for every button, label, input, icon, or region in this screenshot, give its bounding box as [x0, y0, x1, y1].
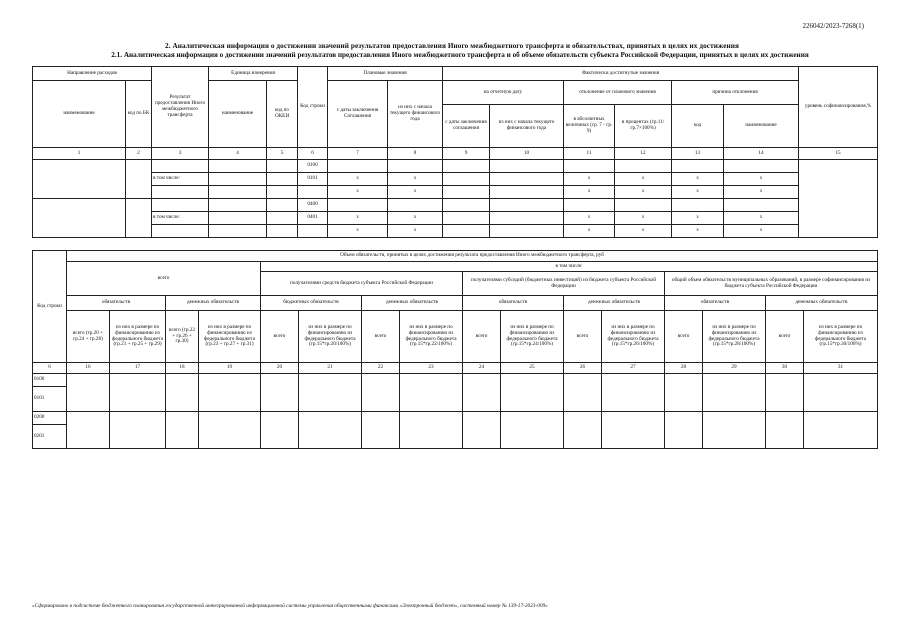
cell: x: [724, 212, 799, 225]
h-unit: Единица измерения: [209, 67, 298, 81]
cell: [463, 374, 501, 412]
col-num: 30: [766, 363, 804, 374]
h-c26: всего: [564, 311, 602, 363]
cell: [209, 173, 267, 186]
h-c29: из них в размере по финансированию из федерального бюджета (гр.15*гр.28/100%): [703, 311, 766, 363]
h-c28: всего: [665, 311, 703, 363]
cell: x: [615, 186, 672, 199]
cell: [261, 374, 299, 412]
col-num: 15: [799, 148, 878, 160]
row-label: [152, 186, 209, 199]
h-monetary4: денежных обязательств: [766, 296, 878, 311]
col-num: 16: [67, 363, 110, 374]
document-id: 226042/2023-7268(1): [802, 22, 864, 30]
cell: [615, 160, 672, 173]
col-num: 21: [299, 363, 362, 374]
cell: [400, 374, 463, 412]
cell: [672, 160, 724, 173]
h-fact: Фактически достигнутые значения: [443, 67, 799, 81]
cell: [209, 186, 267, 199]
cell: [126, 160, 152, 199]
col-num: 3: [152, 148, 209, 160]
col-num: 19: [199, 363, 261, 374]
cell: x: [672, 186, 724, 199]
cell: [199, 374, 261, 412]
cell: [724, 199, 799, 212]
cell: [261, 412, 299, 449]
cell: [110, 374, 166, 412]
row-code: 0101: [298, 173, 328, 186]
cell: [388, 199, 443, 212]
cell: [799, 160, 878, 238]
col-num: 31: [804, 363, 878, 374]
obligations-table: [32, 250, 878, 449]
col-num: 10: [490, 148, 564, 160]
cell: [67, 374, 110, 412]
table-row: [33, 412, 878, 425]
col-num: 4: [209, 148, 267, 160]
cell: [443, 199, 490, 212]
cell: [267, 173, 298, 186]
cell: [703, 374, 766, 412]
col-num: 29: [703, 363, 766, 374]
row-label: [152, 160, 209, 173]
col-num: 6: [33, 363, 67, 374]
h-kod-bk: код по БК: [126, 81, 152, 148]
h-level: уровень софинансирования,%: [799, 67, 878, 148]
cell: [501, 374, 564, 412]
column-numbers-row: [33, 363, 878, 374]
h-report: на отчетную дату: [443, 81, 564, 105]
col-num: 12: [615, 148, 672, 160]
cell: [501, 412, 564, 449]
h-monetary2: денежных обязательств: [362, 296, 463, 311]
cell: [564, 160, 615, 173]
row-label: в том числе:: [152, 212, 209, 225]
row-code: 0200: [33, 412, 67, 425]
h-c31: из них в размере по финансированию из федерального бюджета (гр.15*гр.30/100%): [804, 311, 878, 363]
h-c21: из них в размере по финансированию из федерального бюджета (гр.15*гр.20/100%): [299, 311, 362, 363]
h-reasons: причина отклонения: [672, 81, 799, 105]
row-code: [298, 225, 328, 238]
cell: x: [388, 186, 443, 199]
cell: [804, 374, 878, 412]
row-code: 0400: [298, 199, 328, 212]
column-numbers-row: [33, 148, 878, 160]
cell: x: [564, 212, 615, 225]
cell: [33, 199, 126, 238]
col-num: 14: [724, 148, 799, 160]
cell: [463, 412, 501, 449]
h-result: Результат предоставления Иного межбюджетного трансферта: [152, 67, 209, 148]
row-label: в том числе:: [152, 173, 209, 186]
subsection-title: 2.1. Аналитическая информация о достижении значений результатов предоставления Иного межбюджетного трансферта и об объеме обязательств субъекта Российской Федерации, принятых в целях их достижения: [111, 51, 809, 59]
cell: [209, 212, 267, 225]
h-abs: в абсолютных величинах (гр. 7 - гр. 9): [564, 105, 615, 148]
cell: x: [615, 212, 672, 225]
h-c27: из них в размере по финансированию из федерального бюджета (гр.15*гр.26/100%): [602, 311, 665, 363]
h-reason-name: наименование: [724, 105, 799, 148]
h-incl: в том числе:: [261, 262, 878, 272]
cell: [199, 412, 261, 449]
h-obligations2: обязательств: [463, 296, 564, 311]
row-code: [298, 186, 328, 199]
h-okei: код по ОКЕИ: [267, 81, 298, 148]
col-num: 25: [501, 363, 564, 374]
cell: [209, 160, 267, 173]
cell: [33, 160, 126, 199]
cell: [490, 173, 564, 186]
table-row: [33, 173, 878, 186]
h-budget-obl: бюджетных обязательств: [261, 296, 362, 311]
cell: [665, 374, 703, 412]
cell: [665, 412, 703, 449]
cell: [564, 412, 602, 449]
cell: [166, 412, 199, 449]
h-monetary3: денежных обязательств: [564, 296, 665, 311]
cell: [766, 374, 804, 412]
cell: [602, 412, 665, 449]
col-num: 17: [110, 363, 166, 374]
col-num: 7: [328, 148, 388, 160]
cell: [388, 160, 443, 173]
h-code: код: [672, 105, 724, 148]
h-municipal: общий объем обязательств муниципальных образований, в размере софинансирования из бюджета субъекта Российской Федерации: [665, 272, 878, 296]
row-label: [152, 225, 209, 238]
cell: [443, 160, 490, 173]
cell: x: [724, 186, 799, 199]
cell: [490, 186, 564, 199]
h-c24: всего: [463, 311, 501, 363]
h-direction: Направление расходов: [33, 67, 152, 81]
cell: [209, 225, 267, 238]
col-num: 6: [298, 148, 328, 160]
section-title: 2. Аналитическая информация о достижении значений результатов предоставления Иного межбюджетного трансферта и обязательствах, принятых в целях их достижения: [165, 42, 739, 50]
cell: [443, 212, 490, 225]
cell: x: [672, 212, 724, 225]
h-volume: Объем обязательств, принятых в целях достижения результата предоставления Иного межбюджетного трансферта, руб: [67, 251, 878, 262]
cell: x: [672, 225, 724, 238]
col-num: 5: [267, 148, 298, 160]
cell: [362, 374, 400, 412]
h-code-row: Код строки: [33, 251, 67, 363]
cell: [110, 412, 166, 449]
cell: x: [724, 173, 799, 186]
row-label: [152, 199, 209, 212]
cell: [443, 186, 490, 199]
col-num: 26: [564, 363, 602, 374]
h-plan: Плановые значения: [328, 67, 443, 81]
cell: x: [615, 173, 672, 186]
h-c20: всего: [261, 311, 299, 363]
h-plan-date: с даты заключения Соглашения: [328, 81, 388, 148]
cell: [328, 160, 388, 173]
cell: [615, 199, 672, 212]
h-c23: из них в размере по финансированию из федерального бюджета (гр.15*гр.22/100%): [400, 311, 463, 363]
h-c16: всего (гр.20 + гр.24 + гр.28): [67, 311, 110, 363]
table-row: [33, 225, 878, 238]
cell: [267, 160, 298, 173]
cell: [703, 412, 766, 449]
col-num: 13: [672, 148, 724, 160]
cell: [299, 374, 362, 412]
col-num: 28: [665, 363, 703, 374]
h-deviation: отклонение от планового значения: [564, 81, 672, 105]
cell: [267, 225, 298, 238]
col-num: 22: [362, 363, 400, 374]
cell: [299, 412, 362, 449]
cell: x: [328, 186, 388, 199]
cell: [328, 199, 388, 212]
cell: [490, 199, 564, 212]
cell: [490, 212, 564, 225]
cell: x: [564, 186, 615, 199]
row-code: 0101: [33, 387, 67, 412]
cell: [724, 160, 799, 173]
cell: [490, 160, 564, 173]
h-monetary: денежных обязательств: [166, 296, 261, 311]
h-c19: из них в размере по финансированию из федерального бюджета (гр.23 + гр.27 + гр.31): [199, 311, 261, 363]
cell: [362, 412, 400, 449]
h-recipients: получателями средств бюджета субъекта Российской Федерации: [261, 272, 463, 296]
cell: x: [615, 225, 672, 238]
col-num: 2: [126, 148, 152, 160]
h-c17: из них в размере по финансированию из федерального бюджета (гр.21 + гр.25 + гр.29): [110, 311, 166, 363]
col-num: 20: [261, 363, 299, 374]
cell: [490, 225, 564, 238]
col-num: 24: [463, 363, 501, 374]
col-num: 18: [166, 363, 199, 374]
h-name: наименование: [33, 81, 126, 148]
results-table: [32, 66, 878, 238]
col-num: 23: [400, 363, 463, 374]
cell: [564, 374, 602, 412]
h-c22: всего: [362, 311, 400, 363]
table-row: [33, 186, 878, 199]
row-code: 0401: [298, 212, 328, 225]
cell: x: [388, 173, 443, 186]
cell: [267, 212, 298, 225]
h-c18: всего (гр.22 + гр.26 + гр.30): [166, 311, 199, 363]
table-row: [33, 199, 878, 212]
cell: [166, 374, 199, 412]
cell: [400, 412, 463, 449]
h-c25: из них в размере по финансированию из федерального бюджета (гр.15*гр.24/100%): [501, 311, 564, 363]
cell: x: [328, 225, 388, 238]
cell: [267, 199, 298, 212]
cell: [443, 225, 490, 238]
table-row: [33, 212, 878, 225]
h-fact-year: из них с начала текущего финансового года: [490, 105, 564, 148]
cell: x: [724, 225, 799, 238]
h-fact-date: с даты заключения соглашения: [443, 105, 490, 148]
cell: [564, 199, 615, 212]
cell: [267, 186, 298, 199]
cell: [602, 374, 665, 412]
cell: [804, 412, 878, 449]
row-code: 0100: [298, 160, 328, 173]
cell: x: [328, 173, 388, 186]
cell: x: [564, 225, 615, 238]
h-unit-name: наименование: [209, 81, 267, 148]
table-row: [33, 160, 878, 173]
cell: [443, 173, 490, 186]
cell: x: [328, 212, 388, 225]
cell: [67, 412, 110, 449]
cell: x: [388, 225, 443, 238]
cell: [209, 199, 267, 212]
col-num: 11: [564, 148, 615, 160]
col-num: 1: [33, 148, 126, 160]
row-code: 0201: [33, 425, 67, 449]
h-plan-year: из них с начала текущего финансового года: [388, 81, 443, 148]
cell: x: [388, 212, 443, 225]
col-num: 27: [602, 363, 665, 374]
cell: x: [672, 173, 724, 186]
cell: [126, 199, 152, 238]
h-total: всего: [67, 262, 261, 296]
cell: [766, 412, 804, 449]
cell: [672, 199, 724, 212]
table-row: [33, 374, 878, 387]
h-subsidies: получателями субсидий (бюджетных инвестиций) из бюджета субъекта Российской Федерации: [463, 272, 665, 296]
footer-note: «Сформировано в подсистеме бюджетного планирования государственной интегрированной информационной системы управления общественными финансами «Электронный бюджет», системный номер № 139-17-2023-009»: [32, 603, 548, 609]
col-num: 9: [443, 148, 490, 160]
h-obligations3: обязательств: [665, 296, 766, 311]
cell: x: [564, 173, 615, 186]
h-pct: в процентах (гр.11/гр.7×100%): [615, 105, 672, 148]
row-code: 0100: [33, 374, 67, 387]
col-num: 8: [388, 148, 443, 160]
h-c30: всего: [766, 311, 804, 363]
h-obligations: обязательств: [67, 296, 166, 311]
h-code-row: Код строки: [298, 67, 328, 148]
